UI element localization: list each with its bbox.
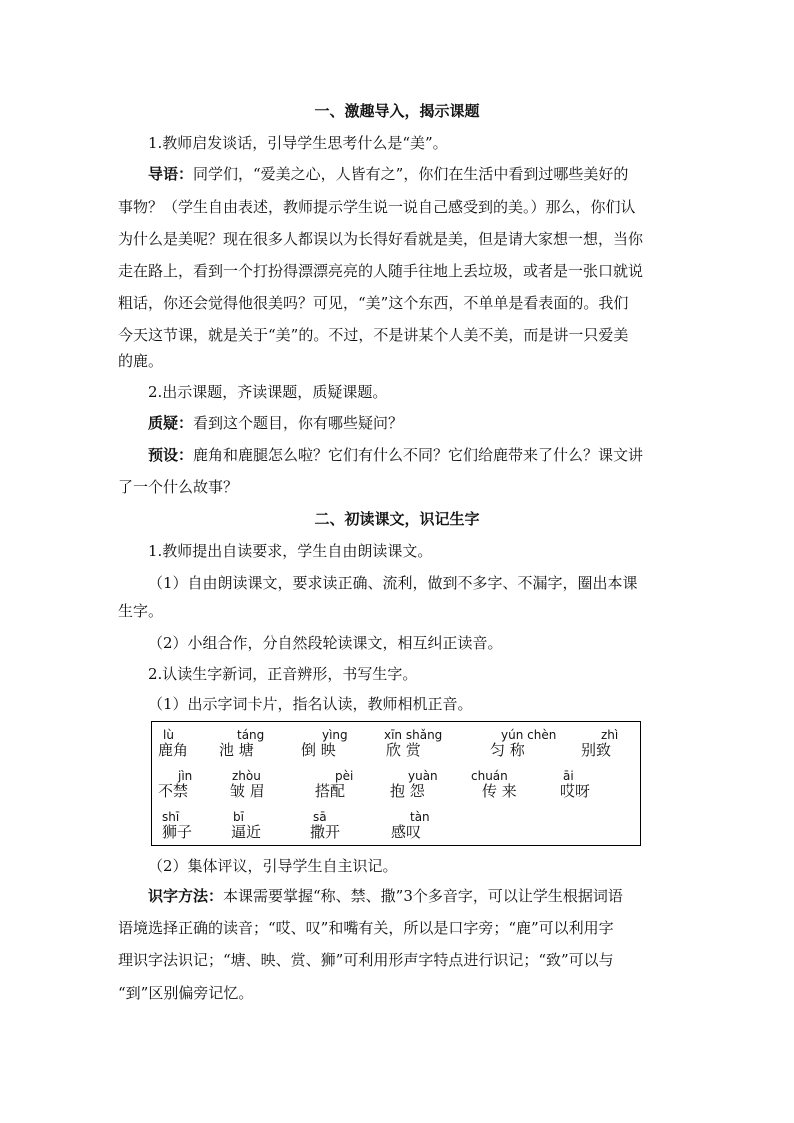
word: 撒开 [310, 823, 341, 841]
pinyin: zhì [601, 728, 619, 742]
method-line-4: “到”区别偏旁记忆。 [118, 984, 254, 1002]
word: 匀 称 [490, 741, 525, 759]
preset-line-2: 了一个什么故事？ [118, 478, 239, 496]
method-label: 识字方法： [148, 887, 224, 905]
pinyin: tàn [410, 810, 430, 824]
sub4-line: （2）集体评议，引导学生自主识记。 [148, 857, 398, 875]
pinyin: āi [563, 769, 574, 783]
word: 哎呀 [560, 782, 591, 800]
section2-item2: 2.认读生字新词，正音辨形，书写生字。 [148, 665, 418, 683]
section1-heading: 一、激趣导入，揭示课题 [314, 102, 480, 120]
section1-item2: 2.出示课题，齐读课题，质疑课题。 [148, 383, 388, 401]
word: 传 来 [482, 782, 517, 800]
word: 鹿角 [158, 741, 189, 759]
pinyin: lù [163, 728, 174, 742]
method-line-1: 识字方法：本课需要掌握“称、禁、撒”3个多音字，可以让学生根据词语 [148, 887, 623, 905]
word: 狮子 [162, 823, 193, 841]
word-card [151, 721, 641, 846]
word: 搭配 [315, 782, 346, 800]
word: 逼近 [231, 823, 262, 841]
sub1-line-2: 生字。 [118, 602, 164, 620]
word: 别致 [581, 741, 612, 759]
pinyin: shī [162, 810, 180, 824]
question-line: 质疑：看到这个题目，你有哪些疑问？ [148, 414, 404, 432]
sub3-line: （1）出示字词卡片，指名认读，教师相机正音。 [148, 695, 473, 713]
intro-line-3: 为什么是美呢？现在很多人都误以为长得好看就是美，但是请大家想一想，当你 [118, 230, 644, 248]
preset-label: 预设： [148, 446, 194, 464]
sub2-line: （2）小组合作，分自然段轮读课文，相互纠正读音。 [148, 634, 503, 652]
word: 倒 映 [301, 741, 336, 759]
intro-line-6: 今天这节课，就是关于“美”的。不过，不是讲某个人美不美，而是讲一只爱美 [118, 326, 629, 344]
pinyin: jìn [178, 769, 193, 783]
section1-item1: 1.教师启发谈话，引导学生思考什么是“美”。 [148, 134, 448, 152]
method-line-2: 语境选择正确的读音；“哎、叹”和嘴有关，所以是口字旁；“鹿”可以利用字 [118, 919, 614, 937]
pinyin: bī [233, 810, 244, 824]
word: 感叹 [391, 823, 422, 841]
intro-line-2: 事物？（学生自由表述，教师提示学生说一说自己感受到的美。）那么，你们认 [118, 198, 636, 216]
intro-line-4: 走在路上，看到一个打扮得漂漂亮亮的人随手往地上丢垃圾，或者是一张口就说 [118, 262, 644, 280]
pinyin: zhòu [232, 769, 261, 783]
preset-line-1: 预设：鹿角和鹿腿怎么啦？它们有什么不同？它们给鹿带来了什么？课文讲 [148, 446, 644, 464]
pinyin: pèi [335, 769, 354, 783]
intro-label: 导语： [148, 165, 194, 183]
word: 抱 怨 [390, 782, 425, 800]
intro-line-5: 粗话，你还会觉得他很美吗？可见，“美”这个东西，不单单是看表面的。我们 [118, 294, 629, 312]
intro-line-7: 的鹿。 [118, 352, 164, 370]
pinyin: xīn shǎng [384, 728, 443, 742]
sub1-line-1: （1）自由朗读课文，要求读正确、流利，做到不多字、不漏字，圈出本课 [148, 574, 638, 592]
method-line-3: 理识字法识记；“塘、映、赏、狮”可利用形声字特点进行识记；“致”可以与 [118, 951, 614, 969]
pinyin: sā [313, 810, 327, 824]
pinyin: chuán [471, 769, 508, 783]
section2-heading: 二、初读课文，识记生字 [314, 510, 480, 528]
section2-item1: 1.教师提出自读要求，学生自由朗读课文。 [148, 542, 433, 560]
question-label: 质疑： [148, 414, 194, 432]
pinyin: yún chèn [501, 728, 557, 742]
intro-line-1: 导语：同学们，“爱美之心，人皆有之”，你们在生活中看到过哪些美好的 [148, 165, 629, 183]
word: 不禁 [158, 782, 189, 800]
word: 池 塘 [219, 741, 254, 759]
pinyin: yìng [322, 728, 348, 742]
pinyin: yuàn [408, 769, 438, 783]
word: 皱 眉 [230, 782, 265, 800]
pinyin: táng [237, 728, 265, 742]
word: 欣 赏 [386, 741, 421, 759]
